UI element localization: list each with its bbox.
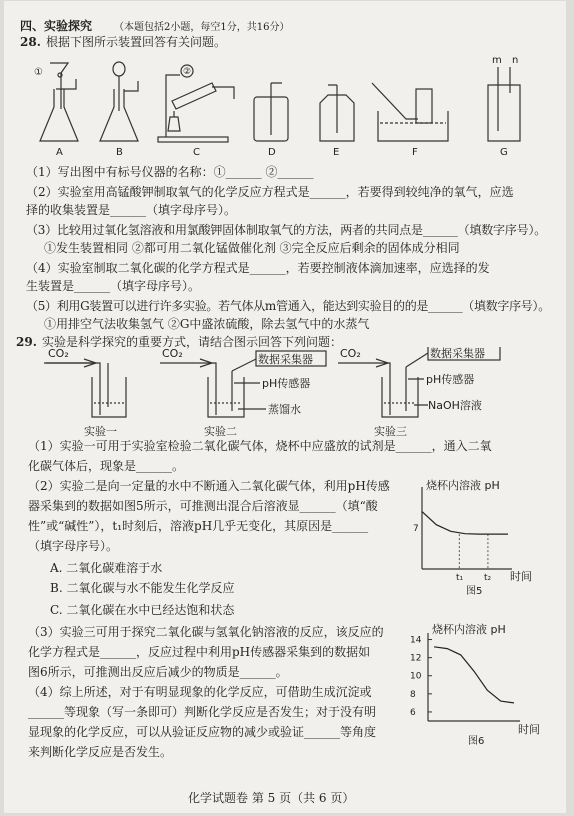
exp2-ph-label: pH传感器 (262, 377, 311, 390)
fig6-y-tick-label: 10 (410, 671, 422, 682)
q29-part3: （3）实验三可用于探究二氧化碳与氢氧化钠溶液的反应，该反应的 (28, 625, 384, 639)
fig6-caption: 图6 (468, 736, 485, 747)
q28-part2: （2）实验室用高锰酸钾制取氧气的化学反应方程式是______，若要得到较纯净的氧气，应选 (26, 185, 514, 199)
exp2-water-label: 蒸馏水 (268, 403, 301, 416)
exp1-co2: CO₂ (48, 347, 69, 360)
fig6-series-line (434, 647, 514, 703)
label-f: F (412, 147, 418, 158)
q29-part2-cont2: 性”或“碱性”），t₁时刻后，溶液pH几乎无变化，其原因是______ (28, 519, 369, 533)
apparatus-a (34, 63, 78, 141)
fig6-title: 烧杯内溶液 pH (432, 623, 506, 636)
fig5-t1-label: t₁ (456, 573, 464, 583)
apparatus-d (254, 83, 288, 141)
apparatus-g (488, 55, 520, 141)
q29-stem: 实验是科学探究的重要方式，请结合图示回答下列问题： (42, 335, 343, 349)
q29-part2-cont1: 器采集到的数据如图5所示，可推测出混合后溶液显______（填“酸 (28, 499, 378, 513)
experiments-figure (44, 347, 514, 439)
q28-part5: （5）利用G装置可以进行许多实验。若气体从m管通入，能达到实验目的的是______（填数字序号）。 (26, 299, 550, 313)
figure-6-chart (406, 621, 558, 747)
exp3-daq-label: 数据采集器 (430, 347, 485, 360)
mark-m: m (492, 55, 502, 66)
q29-part4: （4）综上所述，对于有明显现象的化学反应，可借助生成沉淀或 (28, 685, 372, 699)
q29-option-b: B. 二氧化碳与水不能发生化学反应 (50, 581, 235, 595)
fig6-y-tick-label: 12 (410, 653, 422, 664)
exp3-naoh-label: NaOH溶液 (428, 399, 482, 412)
q29-option-a: A. 二氧化碳难溶于水 (50, 561, 163, 575)
q29-option-c: C. 二氧化碳在水中已经达饱和状态 (50, 603, 235, 617)
apparatus-figure (20, 49, 550, 161)
label-e: E (333, 147, 340, 158)
mark-1: ① (34, 67, 43, 78)
exp2-co2: CO₂ (162, 347, 183, 360)
q28-part4-cont: 生装置是______（填字母序号）。 (26, 279, 201, 293)
fig5-t2-label: t₂ (484, 573, 492, 583)
exam-page (4, 1, 566, 813)
q29-part3-cont2: 图6所示，可推测出反应后减少的物质是______。 (28, 665, 288, 679)
q29-part2: （2）实验二是向一定量的水中不断通入二氧化碳气体，利用pH传感 (28, 479, 390, 493)
label-a: A (56, 147, 63, 158)
fig6-xlabel: 时间 (518, 723, 540, 736)
fig6-y-tick-label: 14 (410, 635, 422, 646)
fig5-series-line (422, 512, 508, 534)
q29-part2-cont3: （填字母序号）。 (28, 539, 119, 553)
figure-5-chart (408, 475, 558, 597)
fig5-caption: 图5 (466, 586, 483, 597)
label-c: C (193, 147, 200, 158)
q29-part1: （1）实验一可用于实验室检验二氧化碳气体，烧杯中应盛放的试剂是______，通入二氧 (28, 439, 492, 453)
fig5-y7-label: 7 (413, 524, 419, 534)
label-b: B (116, 147, 123, 158)
page-footer: 化学试题卷 第 5 页（共 6 页） (188, 791, 355, 805)
q29-part4-cont3: 来判断化学反应是否发生。 (28, 745, 173, 759)
apparatus-b (100, 62, 138, 141)
mark-n: n (512, 55, 519, 66)
fig5-title: 烧杯内溶液 pH (426, 479, 500, 492)
q29-part4-cont2: 显现象的化学反应，可以从验证反应物的减少或验证______等角度 (28, 725, 377, 739)
experiment-1 (44, 359, 126, 417)
q29-part1-cont: 化碳气体后，现象是______。 (28, 459, 185, 473)
exp2-caption: 实验二 (204, 425, 237, 438)
section-title: 四、实验探究 (20, 19, 93, 33)
section-note: （本题包括2小题，每空1分，共16分） (114, 22, 290, 33)
q28-number: 28. (20, 35, 41, 49)
q28-part1: （1）写出图中有标号仪器的名称：①______ ②______ (26, 165, 314, 179)
apparatus-c (158, 65, 234, 142)
fig6-y-tick-label: 8 (410, 689, 416, 700)
q28-stem: 根据下图所示装置回答有关问题。 (46, 35, 227, 49)
q28-part5-options: ①用排空气法收集氢气 ②G中盛浓硫酸，除去氢气中的水蒸气 (44, 317, 370, 331)
exp3-ph-label: pH传感器 (426, 373, 475, 386)
label-d: D (268, 147, 276, 158)
exp1-caption: 实验一 (84, 425, 117, 438)
q28-part4: （4）实验室制取二氧化碳的化学方程式是______，若要控制液体滴加速率，应选择的发 (26, 261, 490, 275)
label-g: G (500, 147, 508, 158)
q28-part3: （3）比较用过氧化氢溶液和用氯酸钾固体制取氧气的方法，两者的共同点是______（填数字序号）。 (26, 223, 547, 237)
q28-part3-options: ①发生装置相同 ②都可用二氧化锰做催化剂 ③完全反应后剩余的固体成分相同 (44, 241, 460, 255)
exp3-caption: 实验三 (374, 425, 407, 438)
fig6-y-tick-label: 6 (410, 707, 416, 718)
q28-part2-cont: 择的收集装置是______（填字母序号）。 (26, 203, 237, 217)
mark-2: ② (183, 67, 192, 77)
apparatus-e (320, 85, 354, 141)
exp3-co2: CO₂ (340, 347, 361, 360)
fig5-xlabel: 时间 (510, 570, 532, 583)
q29-number: 29. (16, 335, 37, 349)
q29-part4-cont1: ______等现象（写一条即可）判断化学反应是否发生；对于没有明 (28, 705, 377, 719)
exp2-daq-label: 数据采集器 (258, 353, 313, 366)
apparatus-f (372, 83, 448, 141)
q29-part3-cont1: 化学方程式是______，反应过程中利用pH传感器采集到的数据如 (28, 645, 371, 659)
